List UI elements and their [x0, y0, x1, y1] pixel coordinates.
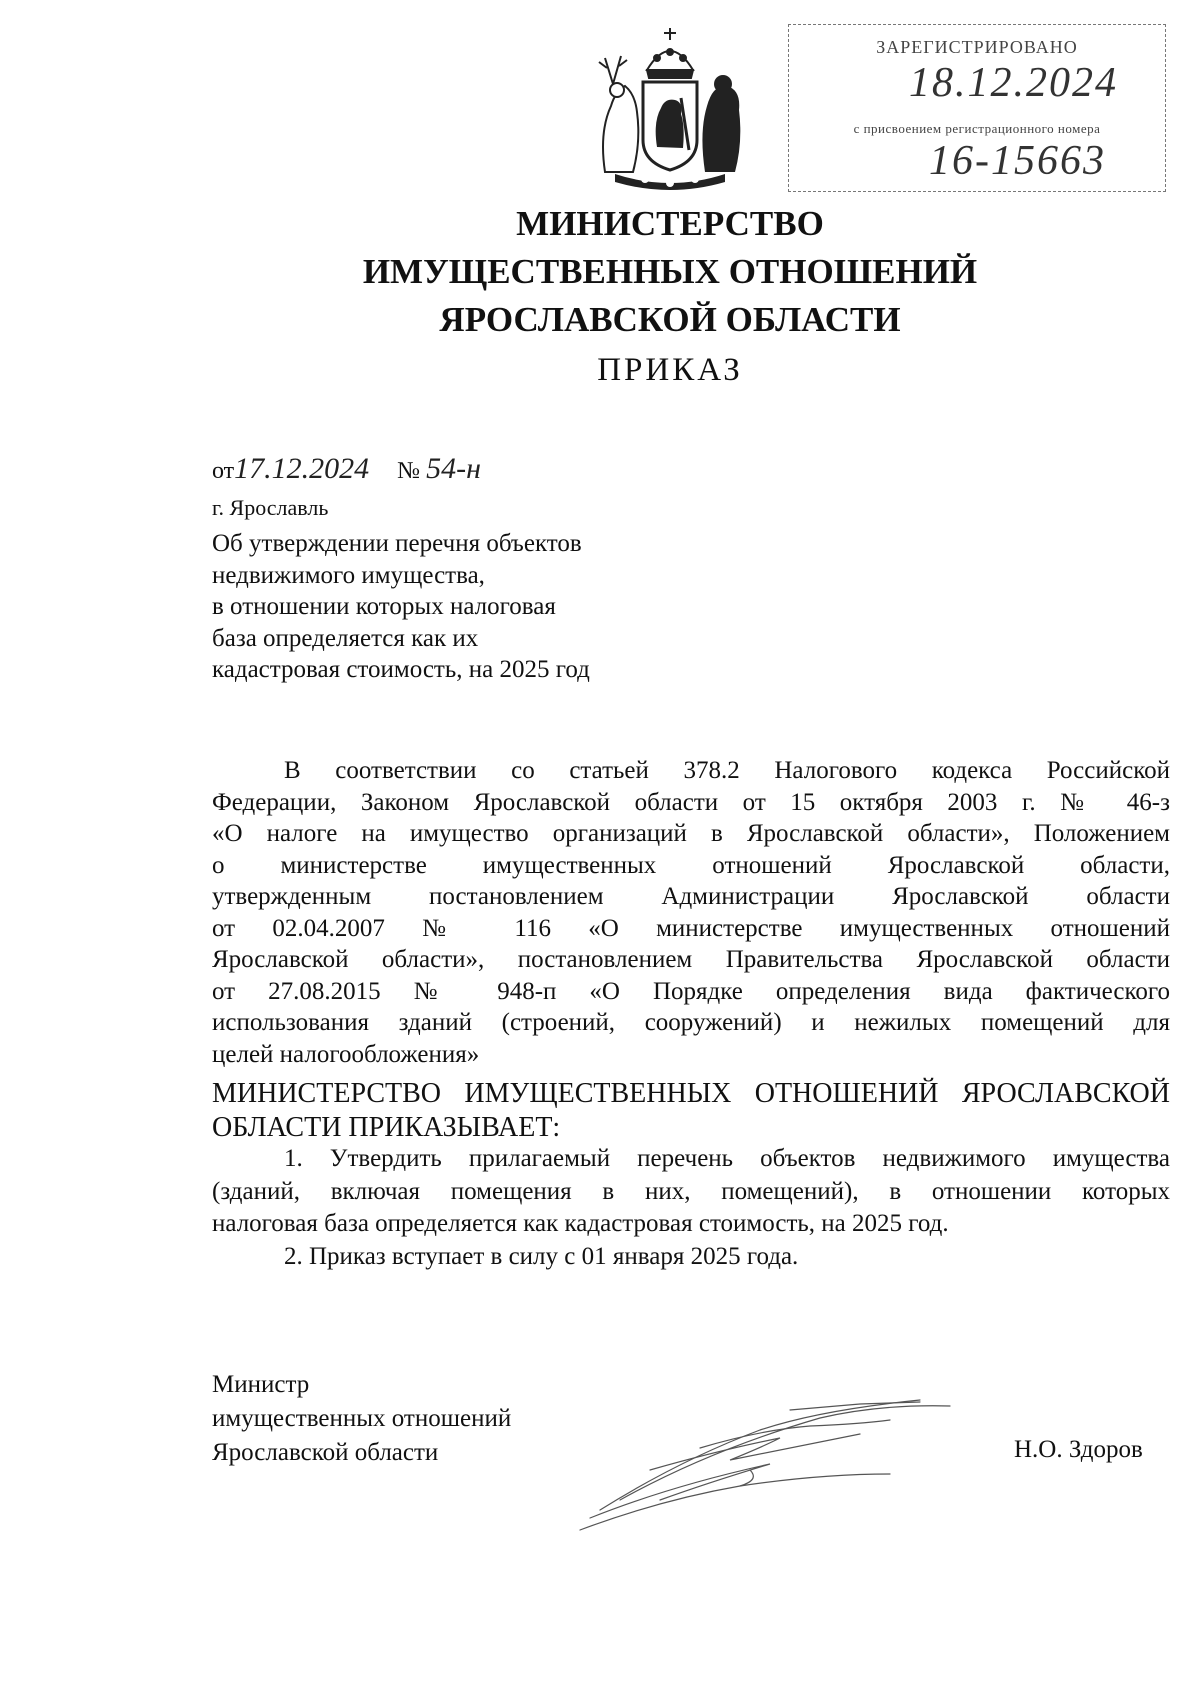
- handwritten-signature: [560, 1390, 980, 1540]
- order-item-line: налоговая база определяется как кадастровая стоимость, на 2025 год.: [212, 1210, 949, 1237]
- preamble-line: утвержденным постановлением Администрации Ярославской области: [212, 883, 1170, 910]
- order-item-line: 2. Приказ вступает в силу с 01 января 2025 года.: [284, 1242, 799, 1270]
- preamble-paragraph: [212, 755, 1170, 1070]
- ministry-name-line-3: ЯРОСЛАВСКОЙ ОБЛАСТИ: [439, 300, 901, 339]
- preamble-line: Ярославской области», постановлением Правительства Ярославской области: [212, 946, 1170, 973]
- stamp-registered-label: ЗАРЕГИСТРИРОВАНО: [876, 37, 1078, 57]
- signatory-position-line: Ярославской области: [212, 1439, 439, 1466]
- subject-line: недвижимого имущества,: [212, 561, 485, 589]
- order-item-line: (зданий, включая помещения в них, помещений), в отношении которых: [212, 1177, 1170, 1205]
- subject-line: база определяется как их: [212, 624, 479, 652]
- stamp-registration-number: 16-15663: [929, 138, 1106, 184]
- ministry-name-line-1: МИНИСТЕРСТВО: [516, 204, 824, 243]
- stamp-registration-date: 18.12.2024: [909, 60, 1118, 106]
- preamble-line: использования зданий (строений, сооружений) и нежилых помещений для: [212, 1009, 1170, 1036]
- signatory-position: [212, 1368, 511, 1470]
- order-date-handwritten: 17.12.2024: [234, 452, 370, 485]
- order-items: [212, 1143, 1170, 1273]
- preamble-line: от 27.08.2015 № 948-п «О Порядке определения вида фактического: [212, 977, 1170, 1005]
- signatory-position-line: имущественных отношений: [212, 1405, 512, 1432]
- preamble-line: от 02.04.2007 № 116 «О министерстве имущественных отношений: [212, 914, 1170, 942]
- order-item-line: 1. Утвердить прилагаемый перечень объектов недвижимого имущества: [284, 1145, 1170, 1172]
- city-label: г. Ярославль: [212, 495, 329, 520]
- preamble-line: о министерстве имущественных отношений Ярославской области,: [212, 851, 1170, 879]
- signatory-position-line: Министр: [212, 1371, 310, 1398]
- order-subject: [212, 528, 732, 686]
- subject-line: кадастровая стоимость, на 2025 год: [212, 656, 590, 683]
- preamble-line: В соответствии со статьей 378.2 Налогового кодекса Российской: [284, 757, 1170, 784]
- document-type-title: ПРИКАЗ: [597, 352, 743, 388]
- subject-line: в отношении которых налоговая: [212, 593, 556, 620]
- preamble-line: Федерации, Законом Ярославской области от 15 октября 2003 г. № 46-з: [212, 788, 1170, 816]
- coat-of-arms-emblem: [585, 22, 755, 190]
- decree-line: ОБЛАСТИ ПРИКАЗЫВАЕТ:: [212, 1112, 561, 1143]
- preamble-line: целей налогообложения»: [212, 1040, 480, 1068]
- signatory-name: Н.О. Здоров: [1014, 1436, 1143, 1463]
- ministry-name-line-2: ИМУЩЕСТВЕННЫХ ОТНОШЕНИЙ: [362, 252, 978, 291]
- number-sign-label: №: [397, 458, 421, 484]
- order-number-handwritten: 54-н: [426, 452, 481, 485]
- order-date-number-line: [212, 452, 481, 486]
- decree-statement: [212, 1077, 1170, 1145]
- subject-line: Об утверждении перечня объектов: [212, 530, 582, 557]
- decree-line: МИНИСТЕРСТВО ИМУЩЕСТВЕННЫХ ОТНОШЕНИЙ ЯРОСЛАВСКОЙ: [212, 1078, 1170, 1109]
- date-from-label: от: [212, 458, 235, 484]
- stamp-number-label: с присвоением регистрационного номера: [853, 121, 1101, 136]
- registration-stamp: [788, 24, 1166, 192]
- preamble-line: «О налоге на имущество организаций в Ярославской области», Положением: [212, 820, 1170, 847]
